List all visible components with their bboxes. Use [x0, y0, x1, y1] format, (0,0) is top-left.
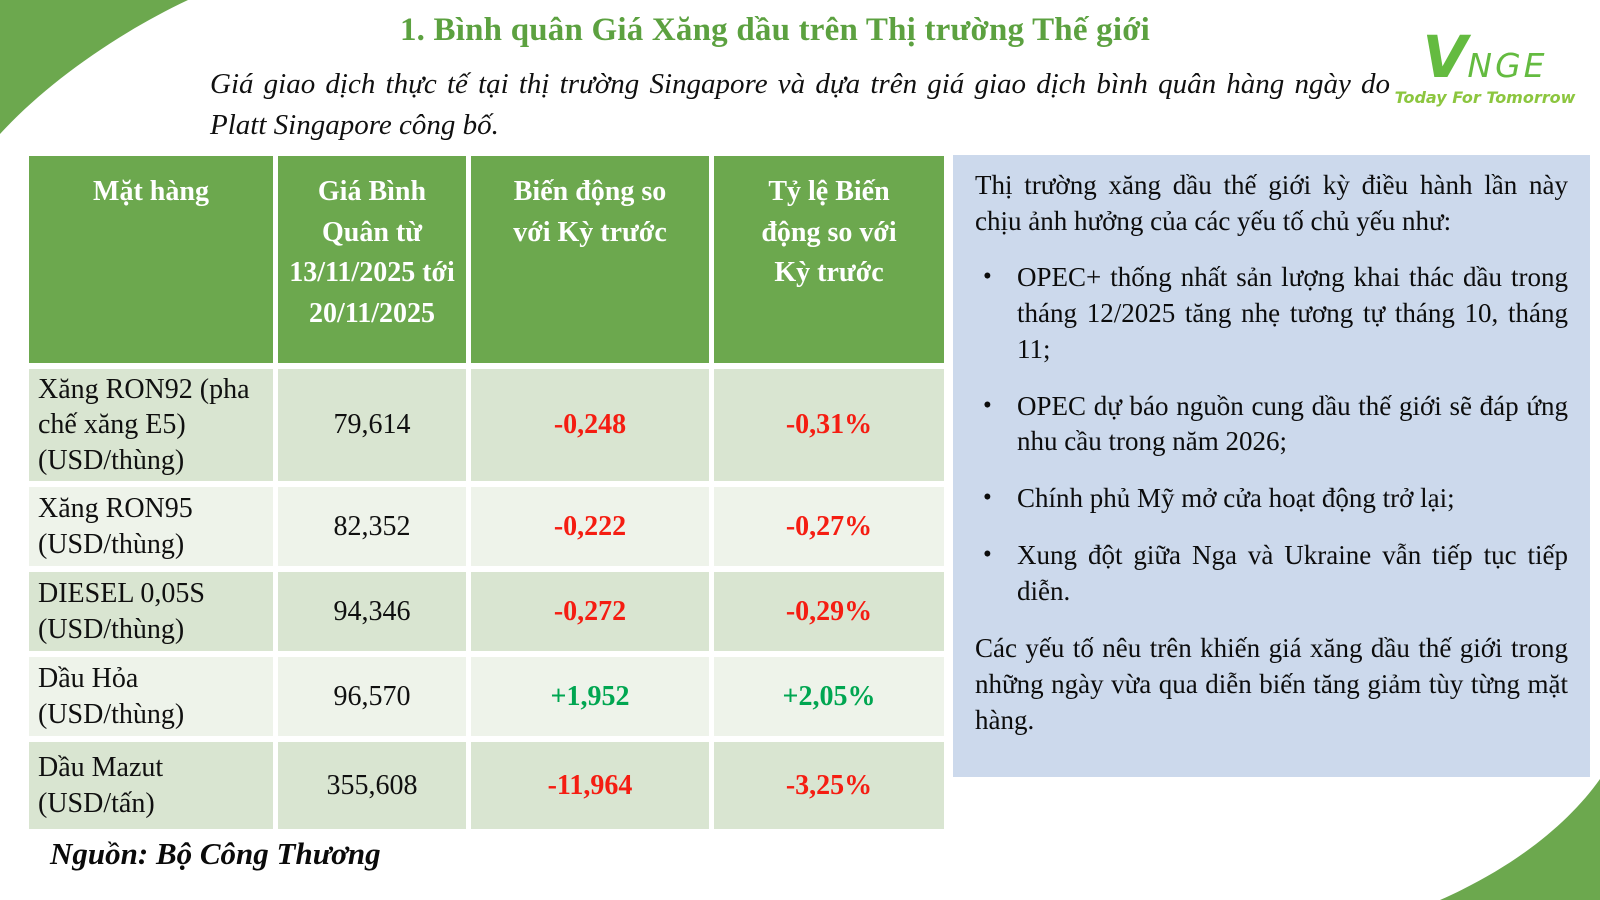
table-row-price: 96,570: [278, 657, 466, 736]
table-row-price: 82,352: [278, 487, 466, 566]
table-row-price: 94,346: [278, 572, 466, 651]
panel-conclusion: Các yếu tố nêu trên khiến giá xăng dầu thế giới trong những ngày vừa qua diễn biến tăng giảm tùy từng mặt hàng.: [975, 633, 1568, 735]
corner-swoosh-top-left: [0, 0, 200, 140]
list-item: [975, 481, 1568, 517]
column-header-item: Mặt hàng: [29, 156, 273, 363]
logo-tagline: Today For Tomorrow: [1394, 88, 1576, 107]
table-row-change: +1,952: [471, 657, 709, 736]
table-row-item-name: DIESEL 0,05S (USD/thùng): [29, 572, 273, 651]
vnge-logo: [1390, 23, 1580, 107]
bullet-text: OPEC dự báo nguồn cung dầu thế giới sẽ đáp ứng nhu cầu trong năm 2026;: [1017, 390, 1568, 457]
table-row-change: -0,222: [471, 487, 709, 566]
column-header-change-pct: Tỷ lệ Biến động so với Kỳ trước: [714, 156, 944, 363]
market-commentary-panel: [953, 155, 1590, 777]
bullet-icon: •: [983, 484, 992, 512]
source-attribution: Nguồn: Bộ Công Thương: [50, 836, 381, 871]
table-row-change-pct: -0,31%: [714, 369, 944, 481]
column-header-change: Biến động so với Kỳ trước: [471, 156, 709, 363]
table-row-change-pct: +2,05%: [714, 657, 944, 736]
logo-nge-text: NGE: [1467, 46, 1548, 85]
table-row-item-name: Xăng RON92 (pha chế xăng E5) (USD/thùng): [29, 369, 273, 481]
panel-bullet-list: [975, 260, 1568, 610]
table-row-item-name: Dầu Mazut (USD/tấn): [29, 742, 273, 829]
table-row-item-name: Xăng RON95 (USD/thùng): [29, 487, 273, 566]
table-row-change: -11,964: [471, 742, 709, 829]
table-row-change-pct: -0,29%: [714, 572, 944, 651]
table-row-change: -0,248: [471, 369, 709, 481]
corner-swoosh-bottom-right: [1435, 775, 1600, 900]
subtitle: Giá giao dịch thực tế tại thị trường Singapore và dựa trên giá giao dịch bình quân hàng ngày do Platt Singapore công bố.: [210, 68, 1390, 141]
table-row-change: -0,272: [471, 572, 709, 651]
list-item: [975, 260, 1568, 368]
bullet-text: Xung đột giữa Nga và Ukraine vẫn tiếp tục tiếp diễn.: [1017, 540, 1568, 607]
bullet-icon: •: [983, 541, 992, 569]
table-row-price: 79,614: [278, 369, 466, 481]
bullet-text: Chính phủ Mỹ mở cửa hoạt động trở lại;: [1017, 483, 1455, 514]
vnge-logo-mark: [1390, 23, 1580, 91]
price-table: [29, 156, 944, 829]
bullet-icon: •: [983, 391, 992, 419]
table-row-change-pct: -0,27%: [714, 487, 944, 566]
column-header-avg-price: Giá Bình Quân từ 13/11/2025 tới 20/11/2025: [278, 156, 466, 363]
bullet-icon: •: [983, 262, 992, 290]
table-row-change-pct: -3,25%: [714, 742, 944, 829]
list-item: [975, 538, 1568, 610]
table-row-item-name: Dầu Hỏa (USD/thùng): [29, 657, 273, 736]
list-item: [975, 389, 1568, 461]
panel-intro: Thị trường xăng dầu thế giới kỳ điều hành lần này chịu ảnh hưởng của các yếu tố chủ yếu như:: [975, 170, 1568, 236]
logo-v-icon: V: [1422, 23, 1468, 91]
page-title: 1. Bình quân Giá Xăng dầu trên Thị trường Thế giới: [399, 12, 1151, 48]
bullet-text: OPEC+ thống nhất sản lượng khai thác dầu trong tháng 12/2025 tăng nhẹ tương tự tháng 10, tháng 11;: [1017, 261, 1568, 364]
table-row-price: 355,608: [278, 742, 466, 829]
